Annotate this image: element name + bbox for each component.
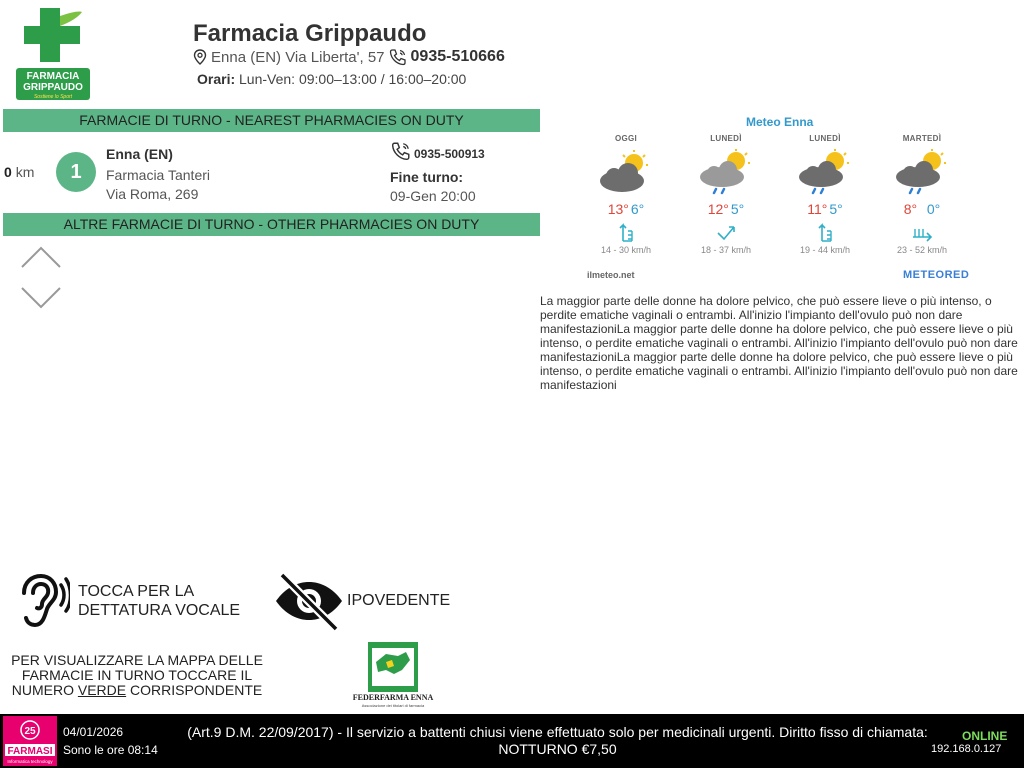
scroll-down-arrow-icon[interactable] (20, 285, 62, 311)
wind-arrow-icon (911, 219, 933, 243)
map-instructions-highlight: VERDE (77, 682, 127, 698)
temp-min: 6° (630, 201, 645, 217)
federfarma-subtitle: Associazione dei titolari di farmacia (361, 703, 425, 708)
pharmacy-name: Farmacia Tanteri (106, 167, 211, 183)
other-pharmacies-header: ALTRE FARMACIE DI TURNO - OTHER PHARMACIES ON DUTY (3, 213, 540, 236)
sun-cloud-rain-icon (894, 149, 950, 195)
logo-tagline: Sostiene lo Sport (33, 94, 73, 100)
temp-max: 13° (607, 201, 629, 217)
phone-number[interactable]: 0935-510666 (410, 48, 505, 65)
farmasi-logo (3, 716, 57, 766)
logo-line1: FARMACIA (26, 71, 80, 82)
shift-end-value: 09-Gen 20:00 (390, 188, 476, 204)
farmasi-sub: Informatica technology (7, 759, 53, 764)
temp-min: 0° (926, 201, 941, 217)
current-date: 04/01/2026 (63, 725, 124, 739)
temp-min: 5° (829, 201, 843, 217)
sun-cloud-icon (598, 149, 654, 195)
weather-day-name: LUNEDÌ (809, 134, 841, 143)
distance-unit: km (15, 164, 35, 180)
wind-speed: 23 - 52 km/h (896, 245, 948, 255)
wind-arrow-icon (814, 219, 836, 243)
footer-bar (0, 714, 1024, 768)
farmasi-badge: 25 (24, 726, 36, 737)
pharmacy-phone[interactable]: 0935-500913 (414, 147, 485, 161)
sun-cloud-rain-icon (698, 149, 754, 195)
sun-cloud-rain-icon (797, 149, 853, 195)
voice-label-line1: TOCCA PER LA (78, 583, 195, 600)
low-vision-button[interactable]: IPOVEDENTE (347, 592, 451, 609)
shift-end-label: Fine turno: (390, 169, 464, 185)
wind-arrow-icon (715, 219, 737, 243)
weather-widget[interactable] (582, 110, 982, 290)
pharmacy-phone-row (390, 141, 485, 161)
hours-value: Lun-Ven: 09:00–13:00 / 16:00–20:00 (239, 71, 467, 87)
distance-value: 0 (4, 164, 12, 180)
temp-min: 5° (730, 201, 745, 217)
address-text: Enna (EN) Via Liberta', 57 (211, 48, 385, 66)
wind-speed: 14 - 30 km/h (600, 245, 652, 255)
connection-status: ONLINE (962, 729, 1008, 743)
temp-max: 8° (903, 201, 918, 217)
phone-icon (389, 48, 407, 66)
map-instructions-part1: PER VISUALIZZARE LA MAPPA DELLE FARMACIE IN TURNO TOCCARE IL NUMERO (11, 652, 263, 698)
ear-hearing-icon[interactable] (12, 573, 70, 629)
wind-speed: 19 - 44 km/h (799, 245, 851, 255)
weather-day (586, 134, 666, 255)
map-instructions (2, 653, 272, 698)
temp-max: 12° (707, 201, 729, 217)
weather-day-name: OGGI (614, 134, 638, 143)
weather-day-name: LUNEDÌ (710, 134, 742, 143)
weather-day (686, 134, 766, 255)
pharmacy-map-number-button[interactable]: 1 (56, 152, 96, 192)
opening-hours (197, 71, 466, 87)
eye-slash-icon[interactable] (272, 571, 344, 631)
health-info-text: La maggior parte delle donne ha dolore pelvico, che può essere lieve o più intenso, o perdite ematiche vaginali o entrambi. All'inizio l'impianto dell'ovulo può non dare manifestazioniLa maggior parte delle donne ha dolore pelvico, che può essere lieve o più intenso, o perdite ematiche vaginali o entrambi. All'inizio l'impianto dell'ovulo può non dare manifestazioniLa maggior parte delle donne ha dolore pelvico, che può essere lieve o più intenso, o perdite ematiche vaginali o entrambi. All'inizio l'impianto dell'ovulo può non dare manifestazioni (540, 294, 1018, 392)
pharmacy-logo (14, 6, 92, 102)
phone-icon (390, 141, 412, 161)
green-cross-icon (24, 8, 82, 62)
weather-day (882, 134, 962, 255)
voice-dictation-button[interactable] (78, 582, 240, 620)
voice-label-line2: DETTATURA VOCALE (78, 602, 241, 619)
farmasi-name: FARMASI (7, 746, 53, 757)
scroll-up-arrow-icon[interactable] (20, 244, 62, 270)
current-time: Sono le ore 08:14 (63, 743, 158, 757)
weather-day-name: MARTEDÌ (902, 134, 942, 143)
temp-max: 11° (807, 201, 828, 217)
ip-address: 192.168.0.127 (931, 743, 1002, 755)
pharmacy-city: Enna (EN) (106, 146, 173, 162)
distance (4, 164, 34, 180)
weather-title: Meteo Enna (746, 115, 814, 129)
address-row (193, 48, 505, 66)
wind-arrow-icon (615, 219, 637, 243)
nearest-pharmacies-header: FARMACIE DI TURNO - NEAREST PHARMACIES ON DUTY (3, 109, 540, 132)
location-pin-icon (193, 49, 207, 65)
federfarma-logo (346, 640, 440, 710)
weather-day (785, 134, 865, 255)
ilmeteo-brand[interactable]: ilmeteo.net (587, 270, 635, 280)
logo-line2: GRIPPAUDO (23, 82, 83, 93)
hours-label: Orari: (197, 71, 236, 87)
service-notice: (Art.9 D.M. 22/09/2017) - Il servizio a battenti chiusi viene effettuato solo per medicinali urgenti. Diritto fisso di chiamata: NOTTURNO €7,50 (187, 724, 928, 757)
pharmacy-street: Via Roma, 269 (106, 186, 199, 202)
map-instructions-part2: CORRISPONDENTE (126, 682, 263, 698)
meteored-brand[interactable]: METEORED (903, 269, 970, 281)
wind-speed: 18 - 37 km/h (700, 245, 752, 255)
pharmacy-title: Farmacia Grippaudo (193, 20, 427, 47)
federfarma-name: FEDERFARMA ENNA (352, 693, 434, 702)
